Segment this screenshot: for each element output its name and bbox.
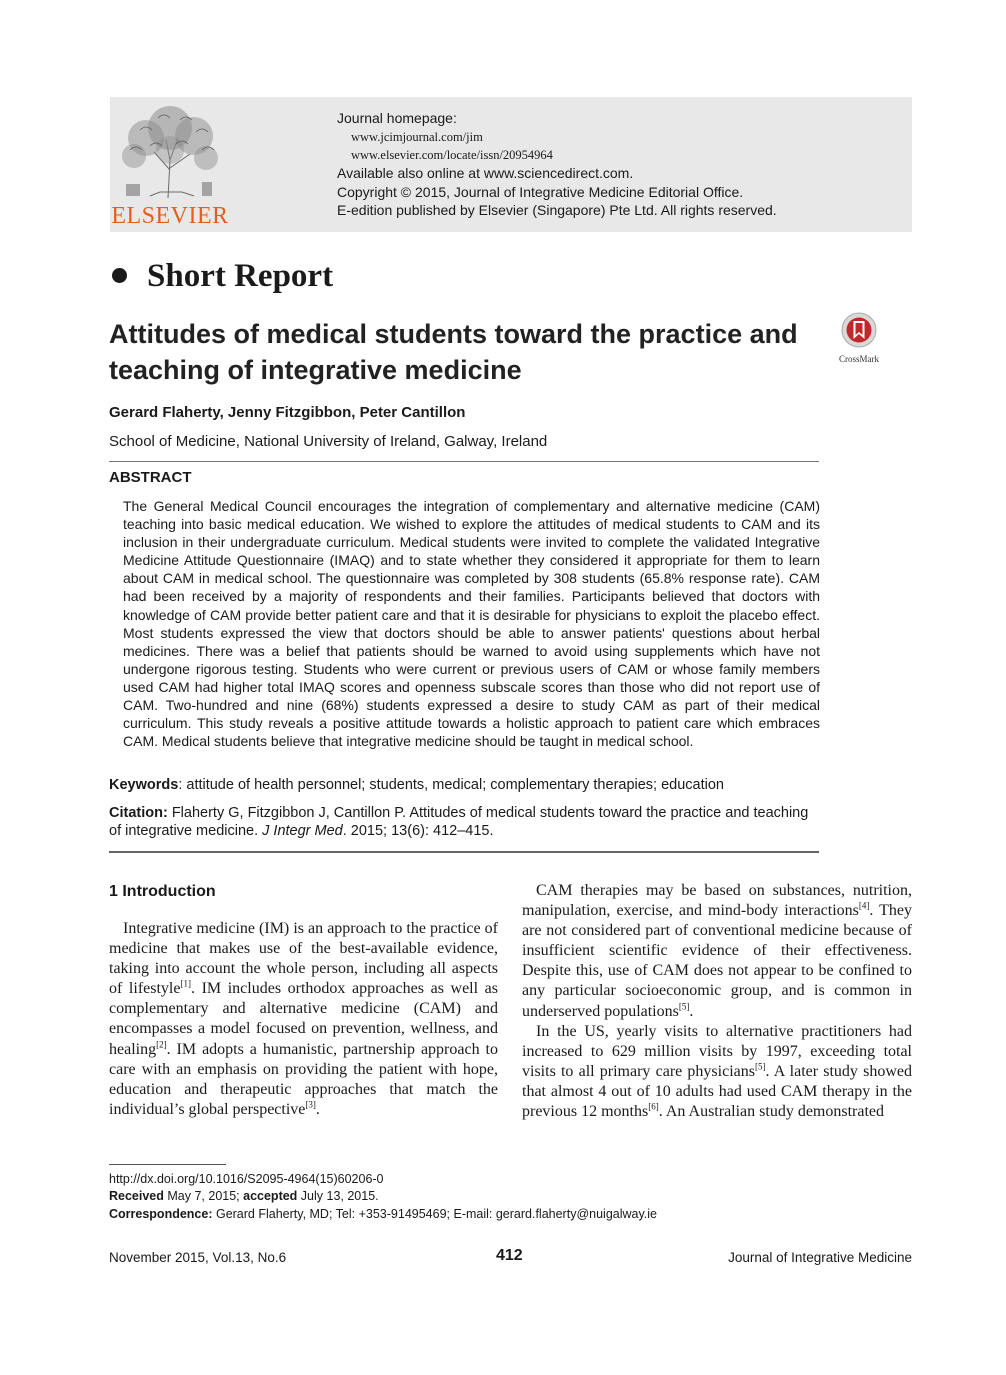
bullet-icon [112,268,127,283]
page-number: 412 [496,1247,523,1264]
keywords-label: Keywords [109,777,179,793]
ref-link[interactable]: [2] [156,1039,167,1050]
edition-line: E-edition published by Elsevier (Singapore) Pte Ltd. All rights reserved. [337,202,777,218]
ref-link[interactable]: [6] [648,1101,659,1112]
body-column-right [522,881,912,1122]
citation-tail: . 2015; 13(6): 412–415. [342,823,494,839]
crossmark-badge[interactable] [836,312,882,364]
keywords-line: Keywords: attitude of health personnel; students, medical; complementary therapies; education [109,777,725,793]
section-label: Short Report [147,258,334,294]
journal-name: Journal of Integrative Medicine [728,1250,912,1265]
abstract-body: The General Medical Council encourages the integration of complementary and alternative medicine (CAM) teaching into basic medical education. We wished to explore the attitudes of medical students to CAM and its inclusion in their undergraduate curriculum. Medical students were invited to complete the validated Integrative Medicine Attitude Questionnaire (IMAQ) and to state whether they considered it appropriate for them to learn about CAM in medical school. The questionnaire was completed by 308 students (65.8% response rate). CAM had been received by a majority of respondents and their families. Participants believed that doctors with knowledge of CAM provide better patient care and that it is desirable for physicians to exploit the placebo effect. Most students expressed the view that doctors should be able to answer patients' questions about herbal medicines. There was a belief that patients should be warned to avoid using supplements which have not undergone rigorous testing. Students who were current or previous users of CAM or whose family members used CAM had higher total IMAQ scores and openness subscale scores than those who did not report use of CAM. Two-hundred and nine (68%) students expressed a desire to study CAM as part of their medical curriculum. This study reveals a positive attitude towards a holistic approach to patient care which embraces CAM. Medical students believe that integrative medicine should be taught in medical school. [123,498,820,750]
paragraph: CAM therapies may be based on substances, nutrition, manipulation, exercise, and mind-body interactions[4]. They are not considered part of conventional medicine because of insufficient scientific evidence of their effectiveness. Despite this, use of CAM does not appear to be confined to any particular socioeconomic group, and is common in underserved populations[5]. [522,882,912,1020]
divider [109,461,819,462]
footnotes [109,1171,657,1223]
citation-journal: J Integr Med [262,823,343,839]
copyright-line: Copyright © 2015, Journal of Integrative Medicine Editorial Office. [337,183,744,200]
keywords-text: attitude of health personnel; students, medical; complementary therapies; education [186,777,725,793]
abstract-heading: ABSTRACT [109,469,192,486]
doi-link[interactable]: http://dx.doi.org/10.1016/S2095-4964(15)60206-0 [109,1172,384,1186]
paragraph: Integrative medicine (IM) is an approach to the practice of medicine that makes use of the best-available evidence, taking into account the whole person, including all aspects of lifestyle[1]. IM includes orthodox approaches as well as complementary and alternative medicine (CAM) and encompasses a model focused on prevention, wellness, and healing[2]. IM adopts a humanistic, partnership approach to care with an emphasis on providing the patient with hope, education and therapeutic approaches that match the individual’s global perspective[3]. [109,920,498,1118]
correspondence-line: Correspondence: Gerard Flaherty, MD; Tel: +353-91495469; E-mail: gerard.flaherty@nuigalway.ie [109,1206,658,1221]
article-title: Attitudes of medical students toward the practice and teaching of integrative medicine [109,319,798,385]
crossmark-label: CrossMark [839,354,879,364]
affiliation: School of Medicine, National University of Ireland, Galway, Ireland [109,433,548,450]
footnote-rule [109,1164,226,1165]
ref-link[interactable]: [4] [858,900,870,911]
homepage-url-elsevier[interactable]: www.elsevier.com/locate/issn/20954964 [351,148,553,162]
homepage-label: Journal homepage: [337,110,457,126]
online-availability: Available also online at www.sciencedirect.com. [337,165,634,181]
elsevier-wordmark: ELSEVIER [111,203,229,229]
crossmark-icon [839,312,879,348]
issue-info: November 2015, Vol.13, No.6 [109,1250,287,1265]
section-heading [108,258,333,295]
body-column-left [109,919,498,1120]
journal-homepage-block [337,109,777,220]
paragraph: In the US, yearly visits to alternative practitioners had increased to 629 million visits by 1997, exceeding total visits to all primary care physicians[5]. A later study showed that almost 4 out of 10 adults had used CAM therapy in the previous 12 months[6]. An Australian study demonstrated [522,1022,912,1121]
homepage-url-jcim[interactable]: www.jcimjournal.com/jim [351,130,483,144]
author-list: Gerard Flaherty, Jenny Fitzgibbon, Peter Cantillon [109,404,466,421]
citation-text: Flaherty G, Fitzgibbon J, Cantillon P. Attitudes of medical students toward the practice and teaching of integrative medicine. [109,805,809,839]
ref-link[interactable]: [1] [180,978,191,989]
ref-link[interactable]: [3] [305,1099,316,1110]
citation-label: Citation: [109,805,168,821]
citation-block [109,804,819,840]
intro-heading: 1 Introduction [109,883,216,900]
ref-link[interactable]: [5] [678,1001,690,1012]
divider [109,851,819,853]
received-line: Received May 7, 2015; accepted July 13, 2015. [109,1189,379,1204]
ref-link[interactable]: [5] [754,1061,766,1072]
